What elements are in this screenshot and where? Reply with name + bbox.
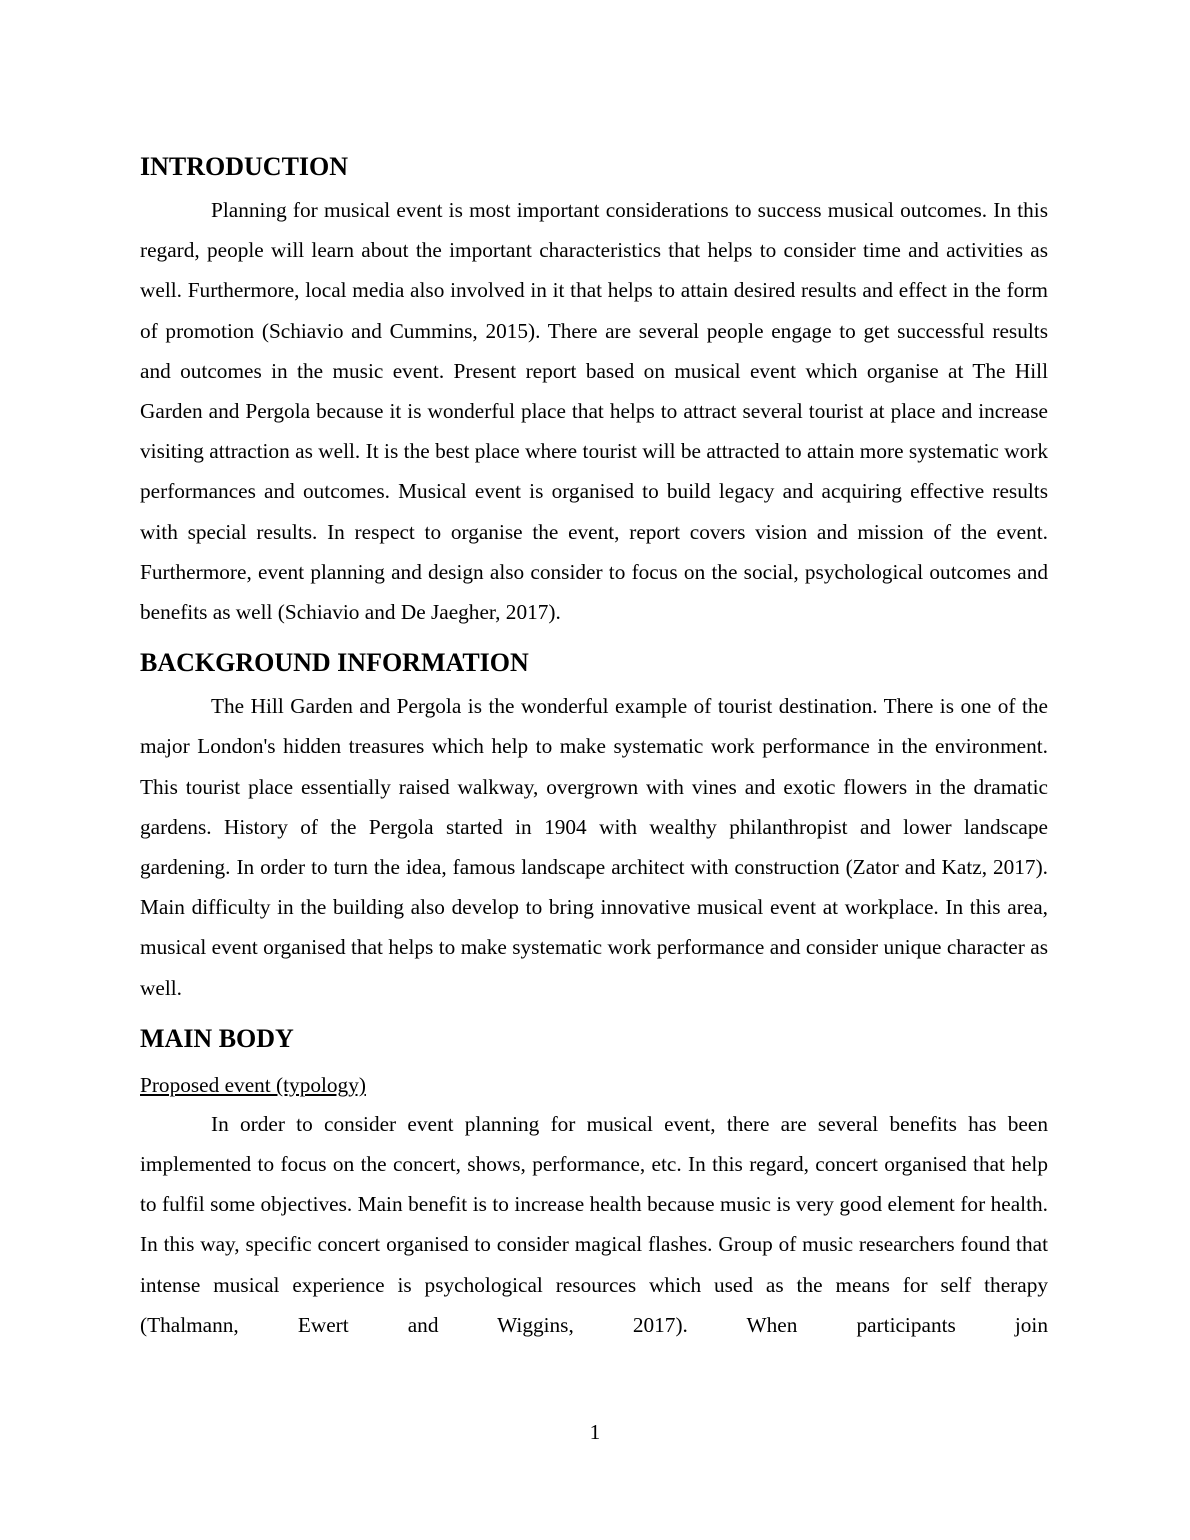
introduction-heading: INTRODUCTION [140,152,349,181]
background-paragraph: The Hill Garden and Pergola is the wonderful example of tourist destination. There is one of the major London's hidden treasures which help to make systematic work performance in the environment. This tourist place essentially raised walkway, overgrown with vines and exotic flowers in the dramatic gardens. History of the Pergola started in 1904 with wealthy philanthropist and lower landscape gardening. In order to turn the idea, famous landscape architect with construction (Zator and Katz, 2017). Main difficulty in the building also develop to bring innovative musical event at workplace. In this area, musical event organised that helps to make systematic work performance and consider unique character as well. [140,694,1048,1000]
background-heading: BACKGROUND INFORMATION [140,648,529,678]
page-number: 1 [589,1420,601,1444]
main-body-heading: MAIN BODY [140,1023,294,1053]
document-page [140,150,1048,1355]
proposed-event-subheading: Proposed event (typology) [140,1072,366,1097]
main-body-paragraph: In order to consider event planning for musical event, there are several benefits has been implemented to focus on the concert, shows, performance, etc. In this regard, concert organised that help to fulfil some objectives. Main benefit is to increase health because music is very good element for health. In this way, specific concert organised to consider magical flashes. Group of music researchers found that intense musical experience is psychological resources which used as the means for self therapy (Thalmann, Ewert and Wiggins, 2017). When participants join [140,1111,1048,1337]
introduction-paragraph: Planning for musical event is most important considerations to success musical outcomes. In this regard, people will learn about the important characteristics that helps to consider time and activities as well. Furthermore, local media also involved in it that helps to attain desired results and effect in the form of promotion (Schiavio and Cummins, 2015). There are several people engage to get successful results and outcomes in the music event. Present report based on musical event which organise at The Hill Garden and Pergola because it is wonderful place that helps to attract several tourist at place and increase visiting attraction as well. It is the best place where tourist will be attracted to attain more systematic work performances and outcomes. Musical event is organised to build legacy and acquiring effective results with special results. In respect to organise the event, report covers vision and mission of the event. Furthermore, event planning and design also consider to focus on the social, psychological outcomes and benefits as well (Schiavio and De Jaegher, 2017). [140,198,1048,625]
